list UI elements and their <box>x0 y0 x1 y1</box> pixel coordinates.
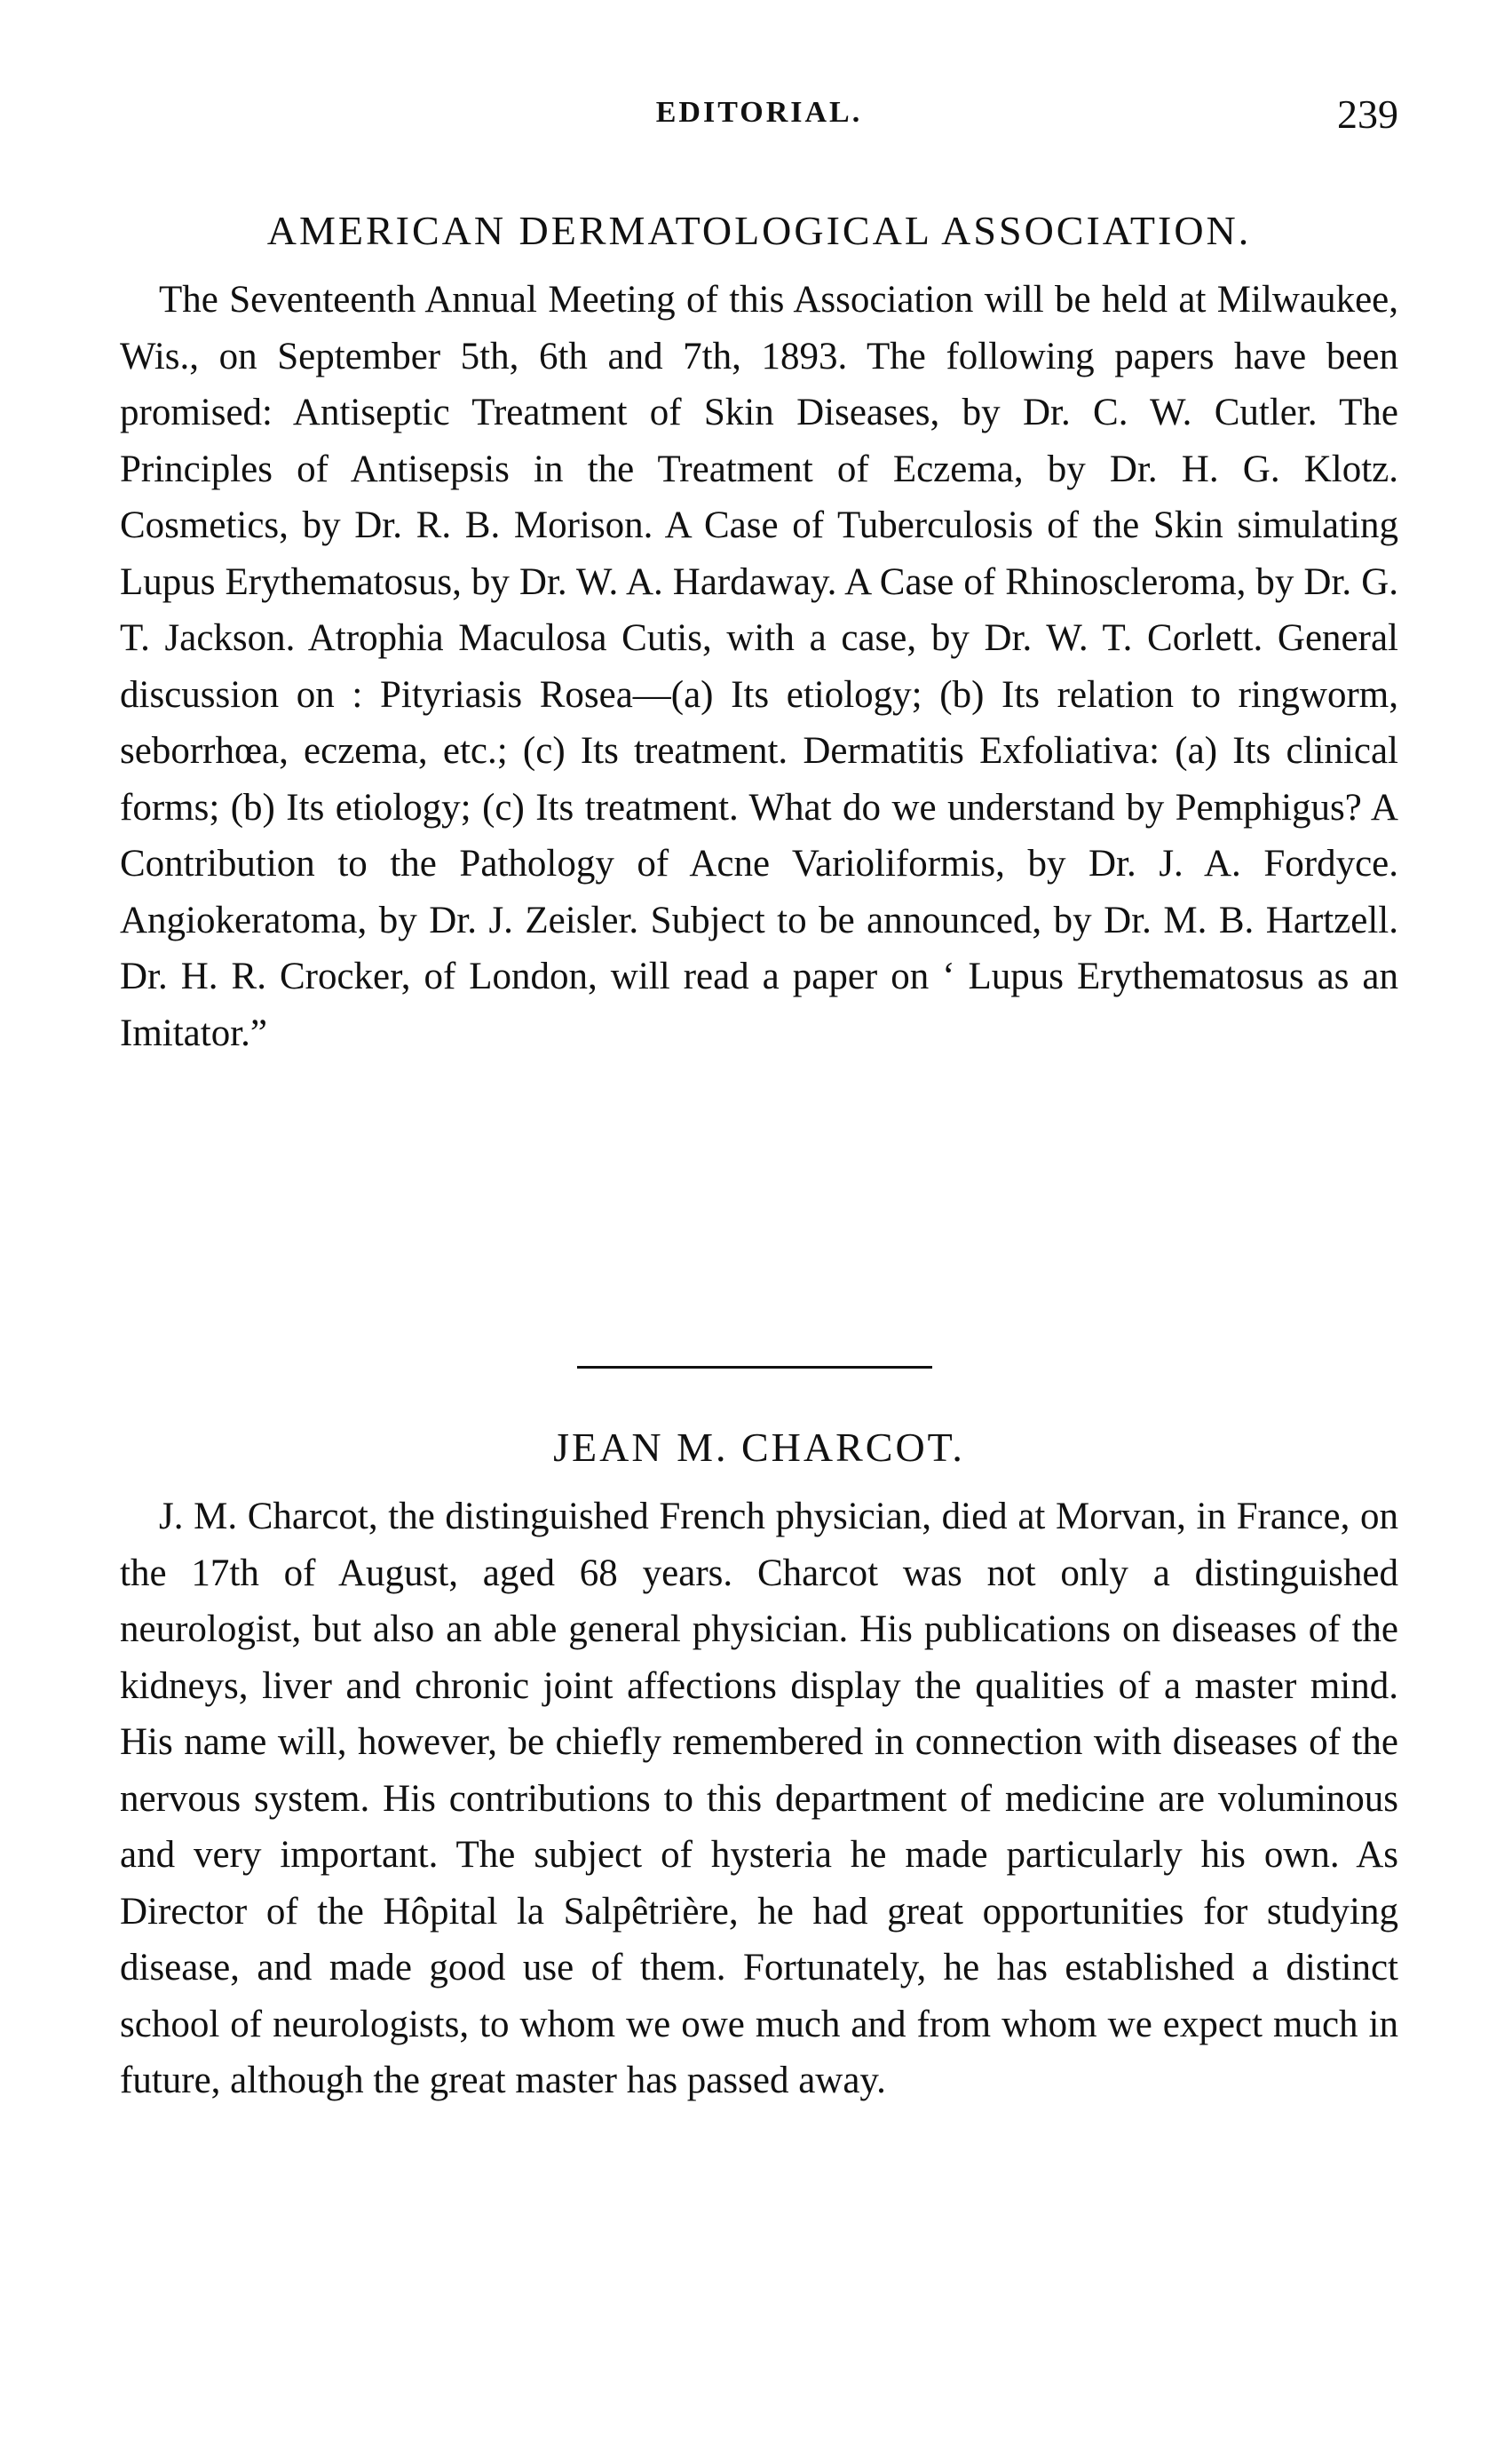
running-head <box>120 91 1398 140</box>
article-american-dermatological-association <box>120 202 1398 1061</box>
article-jean-m-charcot <box>120 1419 1398 2109</box>
section-divider <box>577 1366 932 1369</box>
page-number: 239 <box>1337 91 1398 137</box>
running-title: EDITORIAL. <box>655 96 863 129</box>
article-body: The Seventeenth Annual Meeting of this Association will be held at Milwaukee, Wis., on September 5th, 6th and 7th, 1893. The following papers have been promised: Antiseptic Treatment of Skin Diseases, by Dr. C. W. Cutler. The Principles of Antisepsis in the Treatment of Eczema, by Dr. H. G. Klotz. Cosmetics, by Dr. R. B. Morison. A Case of Tuberculosis of the Skin simulating Lupus Erythematosus, by Dr. W. A. Hardaway. A Case of Rhinoscleroma, by Dr. G. T. Jackson. Atrophia Maculosa Cutis, with a case, by Dr. W. T. Corlett. General discussion on : Pityriasis Rosea—(a) Its etiology; (b) Its relation to ringworm, seborrhœa, eczema, etc.; (c) Its treatment. Dermatitis Exfoliativa: (a) Its clinical forms; (b) Its etiology; (c) Its treatment. What do we understand by Pemphigus? A Contribution to the Pathology of Acne Varioliformis, by Dr. J. A. Fordyce. Angiokeratoma, by Dr. J. Zeisler. Subject to be announced, by Dr. M. B. Hartzell. Dr. H. R. Crocker, of London, will read a paper on ‘ Lupus Erythematosus as an Imitator.” <box>120 279 1398 1054</box>
article-body: J. M. Charcot, the distinguished French physician, died at Morvan, in France, on the 17th of August, aged 68 years. Charcot was not only a distinguished neurologist, but also an able general physician. His publications on diseases of the kidneys, liver and chronic joint affections display the qualities of a master mind. His name will, however, be chiefly remembered in connection with diseases of the nervous system. His contributions to this department of medicine are voluminous and very important. The subject of hysteria he made particularly his own. As Director of the Hôpital la Salpêtrière, he had great opportunities for studying disease, and made good use of them. Fortunately, he has established a distinct school of neurologists, to whom we owe much and from whom we expect much in future, although the great master has passed away. <box>120 1496 1398 2101</box>
article-title: AMERICAN DERMATOLOGICAL ASSOCIATION. <box>266 208 1252 253</box>
article-title: JEAN M. CHARCOT. <box>553 1425 965 1470</box>
